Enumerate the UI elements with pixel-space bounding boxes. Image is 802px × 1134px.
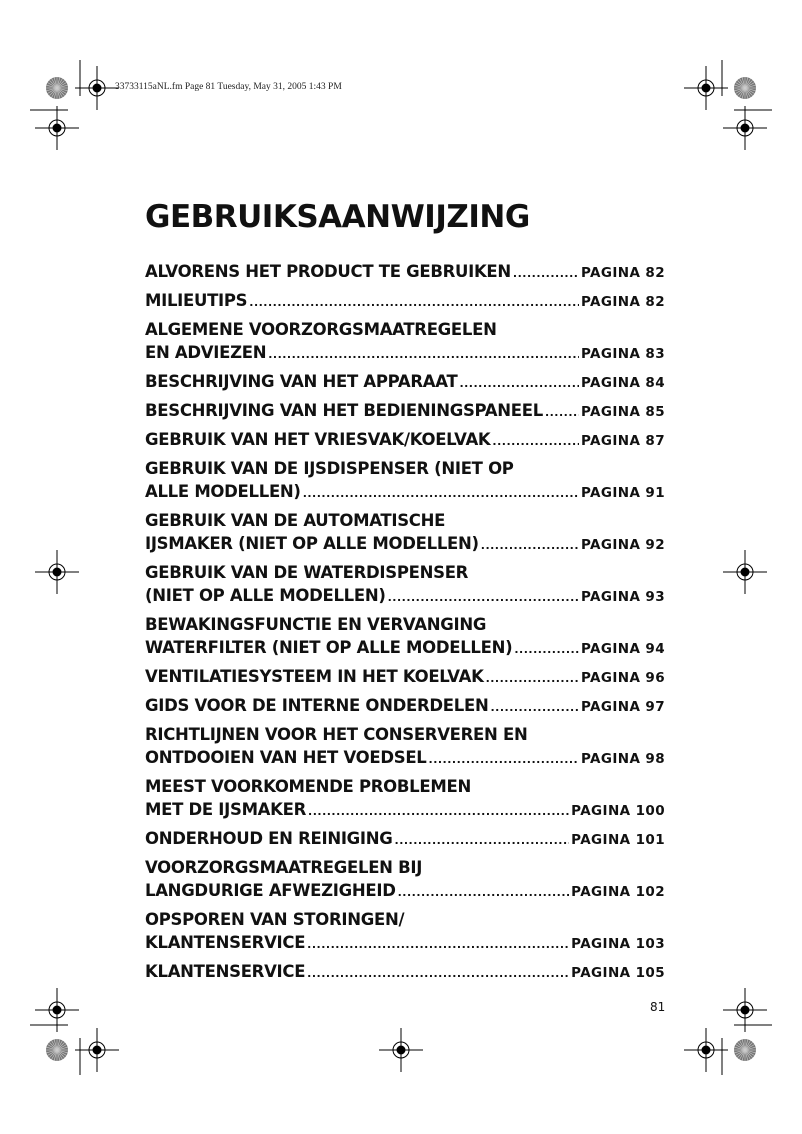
dot-leader xyxy=(429,748,579,771)
toc-entry[interactable] xyxy=(145,694,665,719)
toc-entry-line xyxy=(145,775,665,798)
toc-entry[interactable] xyxy=(145,908,665,956)
toc-entry-title: LANGDURIGE AFWEZIGHEID xyxy=(145,881,396,900)
toc-entry-title: GIDS VOOR DE INTERNE ONDERDELEN xyxy=(145,696,489,715)
toc-entry-title: GEBRUIK VAN HET VRIESVAK/KOELVAK xyxy=(145,430,491,449)
color-target-icon xyxy=(46,1039,68,1061)
toc-entry-title: IJSMAKER (NIET OP ALLE MODELLEN) xyxy=(145,534,479,553)
color-target-icon xyxy=(734,77,756,99)
toc-entry-title: MET DE IJSMAKER xyxy=(145,800,307,819)
toc-entry-line xyxy=(145,931,665,956)
color-target-icon xyxy=(734,1039,756,1061)
toc-entry-title: KLANTENSERVICE xyxy=(145,933,306,952)
toc-entry[interactable] xyxy=(145,260,665,285)
table-of-contents xyxy=(145,260,665,989)
toc-entry-line xyxy=(145,827,665,852)
toc-entry-line xyxy=(145,856,665,879)
dot-leader xyxy=(514,638,579,661)
toc-entry-line xyxy=(145,289,665,314)
toc-entry-title: BESCHRIJVING VAN HET APPARAAT xyxy=(145,372,458,391)
page-number: 81 xyxy=(650,1000,666,1014)
dot-leader xyxy=(307,933,569,956)
toc-entry-line xyxy=(145,341,665,366)
toc-entry-line xyxy=(145,428,665,453)
toc-entry-page: PAGINA 101 xyxy=(571,832,665,848)
toc-entry-page: PAGINA 83 xyxy=(580,346,665,362)
toc-entry-line xyxy=(145,879,665,904)
toc-entry-line xyxy=(145,723,665,746)
toc-entry-page: PAGINA 92 xyxy=(580,537,665,553)
dot-leader xyxy=(545,401,579,424)
color-target-icon xyxy=(46,77,68,99)
toc-entry-title: KLANTENSERVICE xyxy=(145,962,306,981)
toc-entry-page: PAGINA 84 xyxy=(580,375,665,391)
crosshair-icon xyxy=(75,1028,119,1072)
toc-entry-line xyxy=(145,908,665,931)
toc-entry-title: VENTILATIESYSTEEM IN HET KOELVAK xyxy=(145,667,484,686)
toc-entry-line xyxy=(145,318,665,341)
toc-entry-page: PAGINA 82 xyxy=(580,265,665,281)
dot-leader xyxy=(249,291,579,314)
toc-entry-line xyxy=(145,561,665,584)
toc-entry-title: ALGEMENE VOORZORGSMAATREGELEN xyxy=(145,320,497,339)
crosshair-icon xyxy=(723,106,767,150)
toc-entry-line xyxy=(145,665,665,690)
toc-entry-line xyxy=(145,370,665,395)
toc-entry-title: ALLE MODELLEN) xyxy=(145,482,301,501)
toc-entry-page: PAGINA 96 xyxy=(580,670,665,686)
toc-entry-title: ONTDOOIEN VAN HET VOEDSEL xyxy=(145,748,427,767)
toc-entry[interactable] xyxy=(145,428,665,453)
toc-entry[interactable] xyxy=(145,561,665,609)
toc-entry[interactable] xyxy=(145,318,665,366)
dot-leader xyxy=(486,667,579,690)
toc-entry-page: PAGINA 91 xyxy=(580,485,665,501)
toc-entry-title: VOORZORGSMAATREGELEN BIJ xyxy=(145,858,423,877)
toc-entry-line xyxy=(145,532,665,557)
toc-entry[interactable] xyxy=(145,960,665,985)
toc-entry-page: PAGINA 100 xyxy=(571,803,665,819)
dot-leader xyxy=(388,586,579,609)
toc-entry-title: RICHTLIJNEN VOOR HET CONSERVEREN EN xyxy=(145,725,528,744)
crosshair-icon xyxy=(75,66,119,110)
toc-entry-page: PAGINA 94 xyxy=(580,641,665,657)
toc-entry-title: EN ADVIEZEN xyxy=(145,343,267,362)
toc-entry[interactable] xyxy=(145,399,665,424)
toc-entry-page: PAGINA 82 xyxy=(580,294,665,310)
dot-leader xyxy=(308,800,569,823)
toc-entry-page: PAGINA 105 xyxy=(571,965,665,981)
dot-leader xyxy=(481,534,579,557)
crosshair-icon xyxy=(35,550,79,594)
toc-entry[interactable] xyxy=(145,613,665,661)
toc-entry-line xyxy=(145,457,665,480)
toc-entry-title: GEBRUIK VAN DE IJSDISPENSER (NIET OP xyxy=(145,459,514,478)
toc-entry-title: MEEST VOORKOMENDE PROBLEMEN xyxy=(145,777,471,796)
toc-entry-page: PAGINA 97 xyxy=(580,699,665,715)
toc-entry-title: ALVORENS HET PRODUCT TE GEBRUIKEN xyxy=(145,262,511,281)
toc-entry[interactable] xyxy=(145,856,665,904)
toc-entry[interactable] xyxy=(145,509,665,557)
dot-leader xyxy=(459,372,579,395)
dot-leader xyxy=(490,696,578,719)
toc-entry-line xyxy=(145,260,665,285)
toc-entry-title: MILIEUTIPS xyxy=(145,291,248,310)
dot-leader xyxy=(395,829,570,852)
toc-entry-title: BEWAKINGSFUNCTIE EN VERVANGING xyxy=(145,615,487,634)
toc-entry-page: PAGINA 98 xyxy=(580,751,665,767)
toc-entry[interactable] xyxy=(145,723,665,771)
file-header: 33733115aNL.fm Page 81 Tuesday, May 31, 2005 1:43 PM xyxy=(115,82,342,92)
toc-entry-line xyxy=(145,480,665,505)
toc-entry-line xyxy=(145,584,665,609)
crosshair-icon xyxy=(684,1028,728,1072)
toc-entry-title: GEBRUIK VAN DE WATERDISPENSER xyxy=(145,563,469,582)
dot-leader xyxy=(307,962,569,985)
toc-entry-line xyxy=(145,694,665,719)
toc-entry-page: PAGINA 93 xyxy=(580,589,665,605)
toc-entry-title: ONDERHOUD EN REINIGING xyxy=(145,829,393,848)
dot-leader xyxy=(398,881,570,904)
toc-entry[interactable] xyxy=(145,289,665,314)
toc-entry[interactable] xyxy=(145,775,665,823)
toc-entry-line xyxy=(145,960,665,985)
toc-entry[interactable] xyxy=(145,827,665,852)
dot-leader xyxy=(268,343,579,366)
crosshair-icon xyxy=(35,106,79,150)
toc-entry[interactable] xyxy=(145,665,665,690)
toc-entry[interactable] xyxy=(145,370,665,395)
toc-entry-title: OPSPOREN VAN STORINGEN/ xyxy=(145,910,405,929)
toc-entry-line xyxy=(145,613,665,636)
page-title: GEBRUIKSAANWIJZING xyxy=(145,199,530,235)
toc-entry-title: GEBRUIK VAN DE AUTOMATISCHE xyxy=(145,511,446,530)
toc-entry-page: PAGINA 103 xyxy=(571,936,665,952)
toc-entry-page: PAGINA 102 xyxy=(571,884,665,900)
toc-entry-line xyxy=(145,509,665,532)
toc-entry-title: WATERFILTER (NIET OP ALLE MODELLEN) xyxy=(145,638,513,657)
crosshair-icon xyxy=(723,550,767,594)
dot-leader xyxy=(492,430,579,453)
toc-entry-line xyxy=(145,636,665,661)
toc-entry-page: PAGINA 87 xyxy=(580,433,665,449)
toc-entry-title: BESCHRIJVING VAN HET BEDIENINGSPANEEL xyxy=(145,401,543,420)
toc-entry-title: (NIET OP ALLE MODELLEN) xyxy=(145,586,386,605)
toc-entry-line xyxy=(145,746,665,771)
crosshair-icon xyxy=(684,66,728,110)
dot-leader xyxy=(303,482,579,505)
toc-entry[interactable] xyxy=(145,457,665,505)
crosshair-icon xyxy=(379,1028,423,1072)
toc-entry-line xyxy=(145,399,665,424)
toc-entry-line xyxy=(145,798,665,823)
dot-leader xyxy=(513,262,579,285)
toc-entry-page: PAGINA 85 xyxy=(580,404,665,420)
